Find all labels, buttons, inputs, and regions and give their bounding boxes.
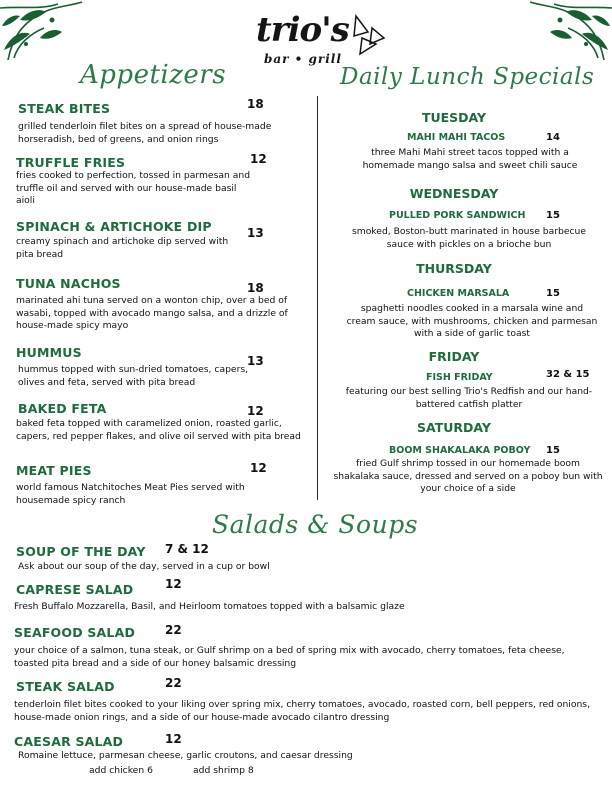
addon-chicken: add chicken 6: [89, 765, 153, 776]
special-title: CHICKEN MARSALA: [407, 288, 510, 299]
item-title: TRUFFLE FRIES: [16, 155, 126, 170]
item-title: TUNA NACHOS: [16, 276, 121, 291]
item-desc: your choice of a salmon, tuna steak, or Gulf shrimp on a bed of spring mix with avocado, cherry tomatoes, feta cheese, toasted pita bread and a side of our honey balsamic dressing: [14, 645, 565, 669]
salads-heading: Salads & Soups: [212, 510, 419, 539]
special-title: PULLED PORK SANDWICH: [389, 210, 526, 221]
item-desc: marinated ahi tuna served on a wonton chip, over a bed of wasabi, topped with avocado mango salsa, and a drizzle of house-made spicy mayo: [16, 295, 288, 331]
column-divider: [317, 96, 318, 500]
triangle-icon: [352, 14, 388, 58]
item-title: SOUP OF THE DAY: [16, 544, 146, 559]
item-title: SPINACH & ARTICHOKE DIP: [16, 219, 212, 234]
special-price: 15: [546, 210, 560, 221]
addon-shrimp: add shrimp 8: [193, 765, 254, 776]
brand-name: trio's: [256, 10, 349, 50]
item-title: CAPRESE SALAD: [16, 582, 134, 597]
item-desc: grilled tenderloin filet bites on a spread of house-made horseradish, bed of greens, and onion rings: [18, 121, 272, 145]
item-title: CAESAR SALAD: [14, 734, 124, 749]
item-desc: tenderloin filet bites cooked to your liking over spring mix, cherry tomatoes, avocado, roasted corn, bell peppers, red onions, house-made onion rings, and a side of our house-made avocado cilantro dressing: [14, 699, 591, 723]
day-heading-wednesday: WEDNESDAY: [409, 186, 499, 201]
special-price: 32 & 15: [546, 369, 590, 380]
lunch-heading: Daily Lunch Specials: [340, 64, 595, 90]
special-price: 15: [546, 445, 560, 456]
special-desc: featuring our best selling Trio's Redfish and our hand-battered catfish platter: [345, 386, 593, 410]
day-heading-tuesday: TUESDAY: [421, 110, 487, 125]
item-price: 12: [250, 152, 267, 166]
item-price: 13: [247, 226, 264, 240]
leaf-swirl-icon: [522, 0, 612, 70]
item-desc: Romaine lettuce, parmesan cheese, garlic croutons, and caesar dressing: [18, 750, 353, 761]
item-desc: baked feta topped with caramelized onion, roasted garlic, capers, red pepper flakes, and olive oil served with pita bread: [16, 418, 301, 442]
item-title: STEAK SALAD: [16, 679, 115, 694]
item-price: 12: [250, 461, 267, 475]
item-price: 7 & 12: [165, 542, 209, 556]
item-price: 12: [247, 404, 264, 418]
item-title: BAKED FETA: [18, 401, 107, 416]
special-title: FISH FRIDAY: [426, 372, 493, 383]
item-price: 18: [247, 281, 264, 295]
special-desc: fried Gulf shrimp tossed in our homemade boom shakalaka sauce, dressed and served on a poboy bun with your choice of a side: [333, 458, 603, 494]
special-title: MAHI MAHI TACOS: [407, 132, 506, 143]
item-price: 12: [165, 577, 182, 591]
day-heading-saturday: SATURDAY: [417, 420, 491, 435]
day-heading-friday: FRIDAY: [428, 349, 480, 364]
logo: [252, 4, 392, 70]
item-desc: Fresh Buffalo Mozzarella, Basil, and Heirloom tomatoes topped with a balsamic glaze: [14, 601, 405, 612]
item-title: HUMMUS: [16, 345, 82, 360]
item-title: SEAFOOD SALAD: [14, 625, 136, 640]
item-title: MEAT PIES: [16, 463, 92, 478]
item-desc: fries cooked to perfection, tossed in parmesan and truffle oil and served with our house-made basil aioli: [16, 170, 251, 206]
appetizers-heading: Appetizers: [80, 60, 227, 90]
special-desc: spaghetti noodles cooked in a marsala wine and cream sauce, with mushrooms, chicken and parmesan with a side of garlic toast: [346, 303, 598, 339]
item-desc: creamy spinach and artichoke dip served with pita bread: [16, 236, 229, 260]
special-price: 14: [546, 132, 560, 143]
item-title: STEAK BITES: [18, 101, 111, 116]
item-price: 12: [165, 732, 182, 746]
special-desc: three Mahi Mahi street tacos topped with a homemade mango salsa and sweet chili sauce: [362, 147, 578, 171]
item-desc: hummus topped with sun-dried tomatoes, capers, olives and feta, served with pita bread: [18, 364, 249, 388]
brand-tagline: bar • grill: [264, 52, 342, 66]
item-price: 22: [165, 623, 182, 637]
special-desc: smoked, Boston-butt marinated in house barbecue sauce with pickles on a brioche bun: [351, 226, 587, 250]
special-price: 15: [546, 288, 560, 299]
leaf-swirl-icon: [0, 0, 90, 70]
day-heading-thursday: THURSDAY: [416, 261, 492, 276]
item-desc: Ask about our soup of the day, served in a cup or bowl: [18, 561, 270, 572]
item-desc: world famous Natchitoches Meat Pies served with housemade spicy ranch: [16, 482, 245, 506]
item-price: 18: [247, 97, 264, 111]
item-price: 22: [165, 676, 182, 690]
item-price: 13: [247, 354, 264, 368]
special-title: BOOM SHAKALAKA POBOY: [389, 445, 531, 456]
